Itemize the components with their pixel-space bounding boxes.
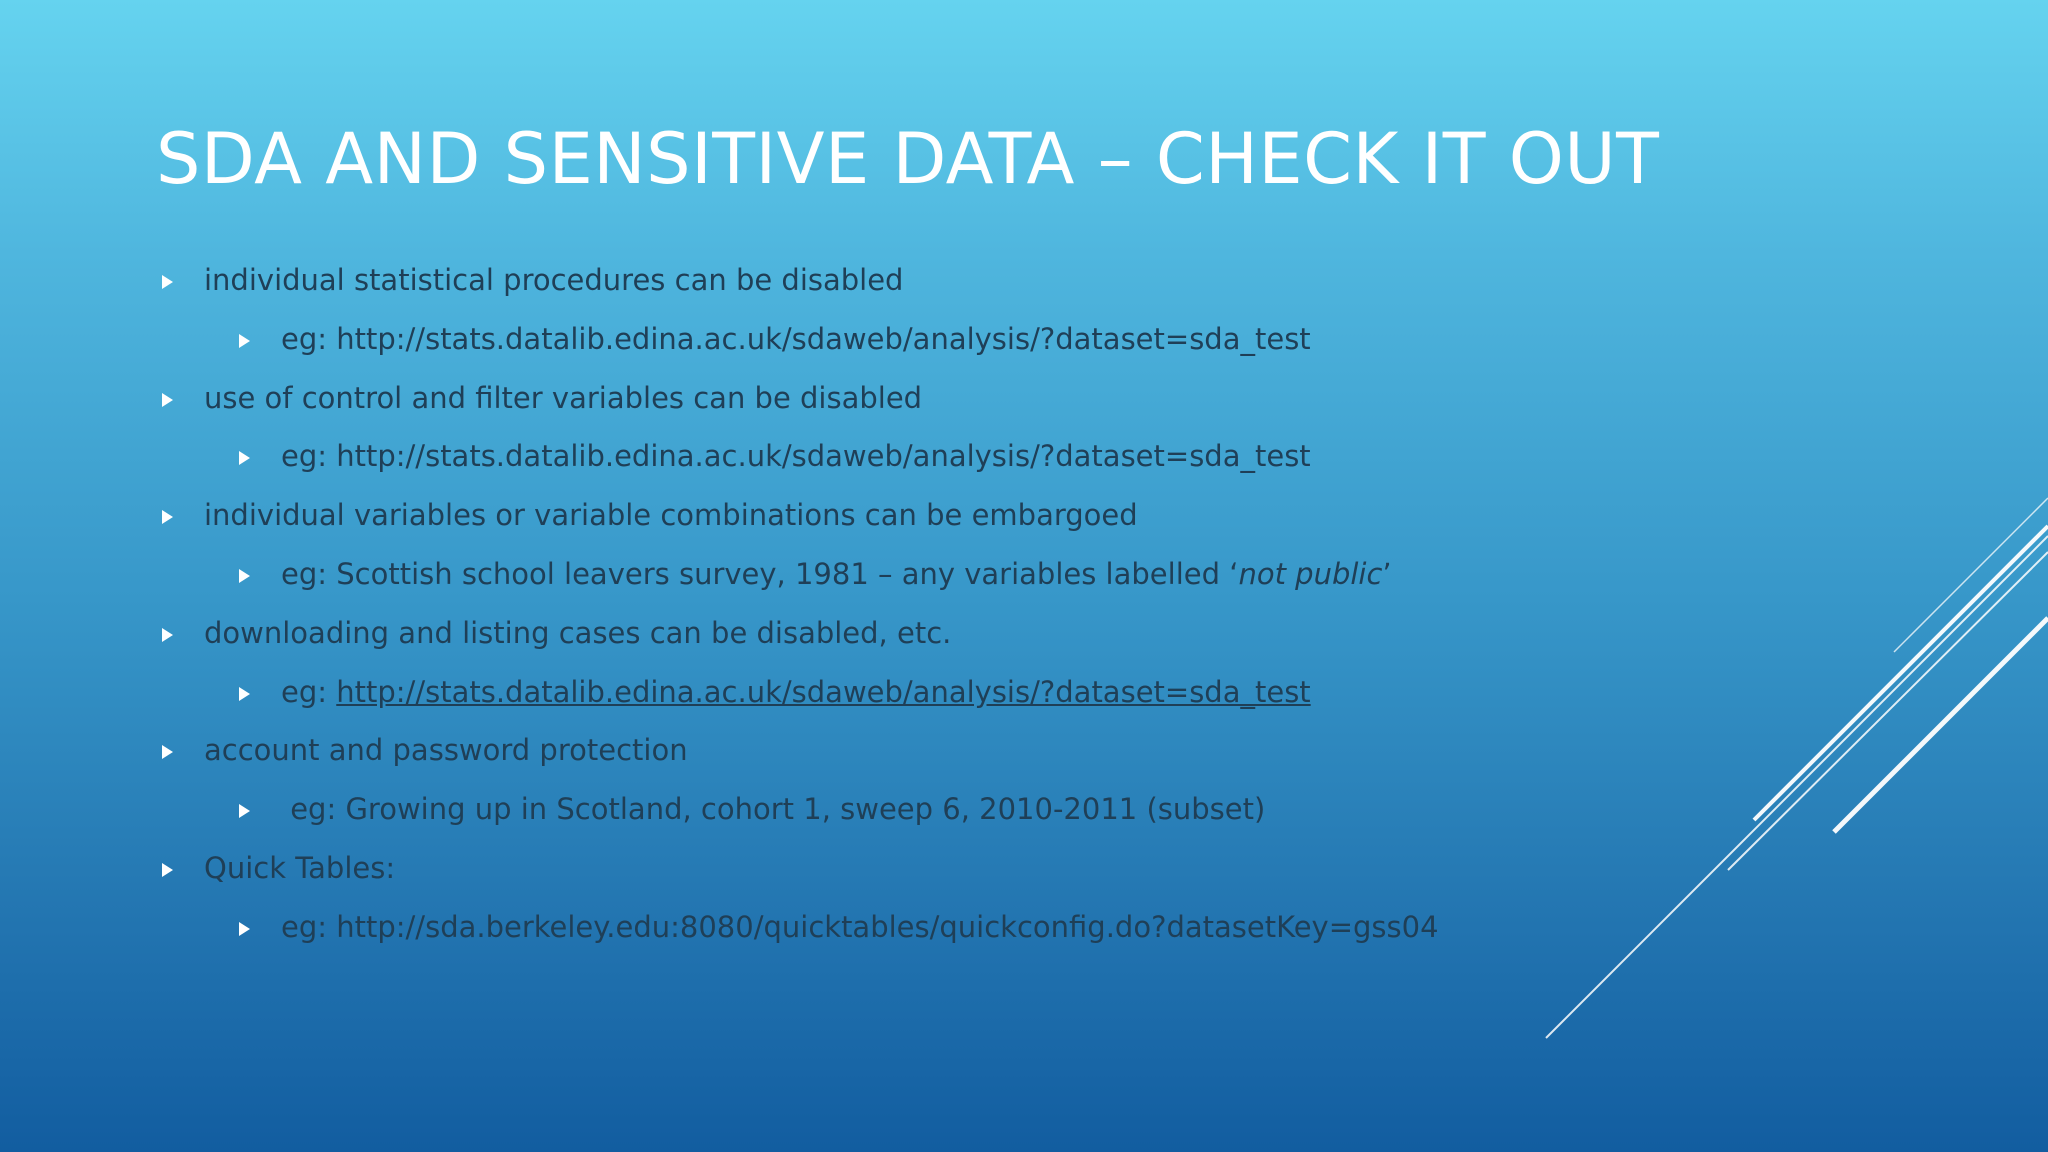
bullet-text: individual statistical procedures can be disabled	[204, 263, 904, 297]
sub-bullet-text: eg: http://stats.datalib.edina.ac.uk/sdaweb/analysis/?dataset=sda_test	[281, 321, 1311, 356]
deco-line	[1728, 552, 2048, 870]
sub-bullet-text: eg: http://stats.datalib.edina.ac.uk/sdaweb/analysis/?dataset=sda_test	[281, 439, 1311, 474]
sub-bullet-text-suffix: ’	[1382, 556, 1392, 591]
sub-bullet-text: eg: Growing up in Scotland, cohort 1, sweep 6, 2010-2011 (subset)	[281, 792, 1266, 827]
sub-bullet-text-prefix: eg: Scottish school leavers survey, 1981 – any variables labelled ‘	[281, 556, 1239, 591]
bullet-text: downloading and listing cases can be disabled, etc.	[204, 615, 952, 650]
bullet-text: use of control and filter variables can be disabled	[204, 380, 923, 415]
deco-line	[1834, 618, 2048, 832]
deco-line	[1546, 536, 2048, 1038]
sub-bullet-text: eg: http://sda.berkeley.edu:8080/quicktables/quickconfig.do?datasetKey=gss04	[281, 909, 1439, 944]
bullet-text: account and password protection	[204, 733, 688, 768]
dataset-link[interactable]: http://stats.datalib.edina.ac.uk/sdaweb/analysis/?dataset=sda_test	[336, 674, 1311, 709]
deco-line	[1754, 526, 2048, 820]
slide-title: SDA AND SENSITIVE DATA – CHECK IT OUT	[156, 118, 1660, 200]
bullet-text: Quick Tables:	[204, 850, 396, 885]
bullet-text: individual variables or variable combinations can be embargoed	[204, 498, 1138, 533]
not-public-label: not public	[1238, 556, 1383, 591]
sub-bullet-text-prefix: eg:	[281, 674, 337, 709]
